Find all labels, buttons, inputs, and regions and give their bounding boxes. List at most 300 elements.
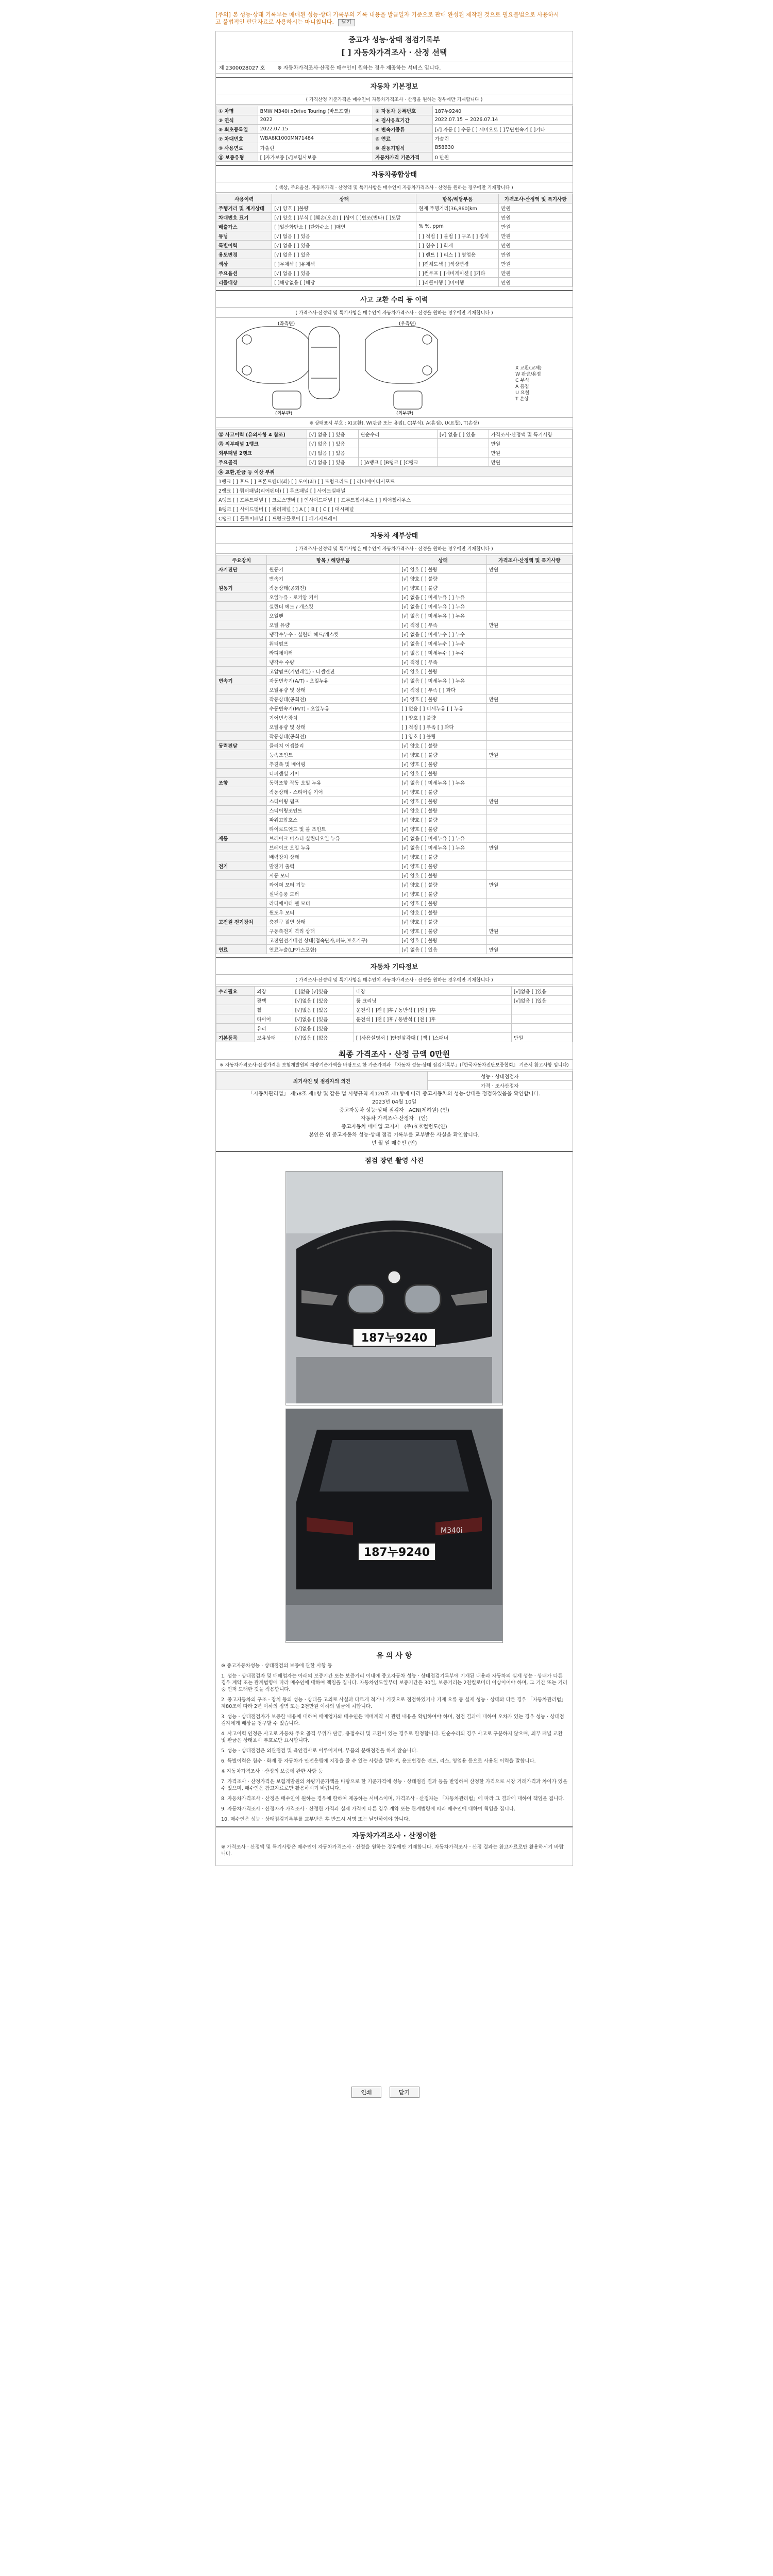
rear-badge: M340i (441, 1527, 463, 1535)
document-number-note: ※ 자동차가격조사·산정은 매수인이 원하는 경우 제공하는 서비스 입니다. (277, 65, 441, 71)
detail-cell: [ ] 양호 [ ] 불량 (399, 732, 486, 741)
detail-cell (486, 574, 572, 583)
legend-item: A 흠집 (515, 384, 529, 389)
detail-cell (486, 676, 572, 685)
detail-cell (216, 722, 267, 732)
detail-cell: 오일누유 - 로커암 커버 (267, 592, 399, 602)
overall-row (216, 259, 573, 268)
print-button[interactable]: 인쇄 (351, 2087, 381, 2098)
detail-row (216, 759, 573, 769)
detail-cell: [√] 없음 [ ] 미세누유 [ ] 누유 (399, 602, 486, 611)
notice-item: 4. 사고이력 인정은 사고로 자동차 주요 골격 부위가 판금, 용접수리 및 교환이 있는 경우로 한정합니다. 단순수리의 경우 사고로 구분하지 않으며, 외부 패널 교환 및 판금은 상태표시 부호로만 표시합니다. (221, 1731, 563, 1743)
detail-cell (216, 750, 267, 759)
other-info-cell: 운전석 [ ]전 [ ]후 / 동반석 [ ]전 [ ]후 (354, 1005, 511, 1014)
detail-row (216, 769, 573, 778)
detail-row (216, 815, 573, 824)
accident-cell (358, 448, 437, 457)
basic-info-cell: ① 차명 (216, 106, 258, 115)
detail-header: 가격조사·산정액 및 특기사항 (486, 555, 572, 565)
detail-row (216, 694, 573, 704)
detail-cell: [√] 없음 [ ] 미세누유 [ ] 누유 (399, 778, 486, 787)
detail-cell (486, 685, 572, 694)
detail-cell (486, 889, 572, 899)
detail-cell: [√] 적정 [ ] 부족 (399, 620, 486, 630)
detail-cell (486, 592, 572, 602)
overall-cell: [ ]일산화탄소 [ ]탄화수소 [ ]매연 (272, 222, 416, 231)
notice-item: 9. 자동차가격조사 · 산정자가 가격조사 · 산정한 가격과 실제 가격이 다른 경우 계약 또는 관계법령에 따라 매수인에 대하여 책임을 집니다. (221, 1806, 516, 1812)
detail-cell (216, 759, 267, 769)
basic-info-cell: 2022 (258, 115, 373, 125)
detail-cell (486, 834, 572, 843)
detail-row (216, 936, 573, 945)
detail-cell: 작동상태(공회전) (267, 732, 399, 741)
other-heading: 자동차 기타정보 (216, 957, 573, 974)
notice-item: 1. 성능 · 상태점검자 및 매매업자는 아래의 보증기간 또는 보증거리 이내에 중고자동차 성능 · 상태점검기록부에 기재된 내용과 자동차의 실제 성능 · 상태가 다른 경우 계약 또는 관계법령에 따라 매수인에 대하여 책임을 집니다. 자동차인도일부터 보증기간은 30일, 보증거리는 2천킬로미터 이상이어야 하며, 그 기간 또는 거리 중 먼저 도래한 것을 적용합니다. (221, 1673, 567, 1692)
detail-cell (486, 759, 572, 769)
detail-cell (486, 917, 572, 926)
overall-cell: [ ]썬루프 [ ]네비게이션 [ ]기타 (416, 268, 499, 278)
top-notice (215, 11, 561, 26)
notice-heading: 유 의 사 항 (376, 1652, 412, 1660)
detail-cell: [√] 양호 [ ] 불량 (399, 880, 486, 889)
detail-cell (486, 657, 572, 667)
other-info-cell: [√]없음 [ ]있음 (511, 996, 572, 1005)
outer-panel-rank2: 2랭크 [ ] 쿼터패널(리어펜더) [ ] 루프패널 [ ] 사이드실패널 (216, 486, 573, 495)
overall-table (216, 194, 573, 287)
detail-cell (486, 806, 572, 815)
detail-row (216, 713, 573, 722)
detail-cell (486, 648, 572, 657)
repair-parts-table (216, 467, 573, 523)
legend-item: U 요철 (515, 391, 530, 396)
repair-parts-heading: ⑭ 교환,판금 등 이상 부위 (216, 467, 573, 477)
overall-cell: 용도변경 (216, 250, 272, 259)
overall-row (216, 268, 573, 278)
detail-cell: 만원 (486, 694, 572, 704)
car-front-image (286, 1172, 502, 1403)
overall-cell: 만원 (499, 204, 573, 213)
detail-cell: [ ] 적정 [ ] 부족 [ ] 과다 (399, 722, 486, 732)
detail-cell: 등속조인트 (267, 750, 399, 759)
other-info-cell (354, 1024, 511, 1033)
overall-cell: 리콜대상 (216, 278, 272, 287)
detail-row (216, 889, 573, 899)
other-info-cell: 룸 크리닝 (354, 996, 511, 1005)
detail-cell: 디퍼렌셜 기어 (267, 769, 399, 778)
overall-cell: 특별이력 (216, 241, 272, 250)
detail-cell: 원동기 (216, 583, 267, 592)
detail-cell: 동력조향 작동 오일 누유 (267, 778, 399, 787)
detail-cell: [√] 양호 [ ] 불량 (399, 861, 486, 871)
other-info-row (216, 1033, 573, 1042)
other-info-cell: 보유상태 (255, 1033, 293, 1042)
detail-cell: [√] 양호 [ ] 불량 (399, 741, 486, 750)
overall-cell: [ ]무채색 [ ]유채색 (272, 259, 416, 268)
detail-row (216, 926, 573, 936)
detail-row (216, 861, 573, 871)
detail-cell (216, 602, 267, 611)
detail-cell (216, 639, 267, 648)
detail-cell: [√] 양호 [ ] 불량 (399, 871, 486, 880)
document-title: 중고자 성능·상태 점검기록부 (348, 36, 440, 44)
notice-item: 10. 매수인은 성능 · 상태점검기록부를 교부받은 후 반드시 서명 또는 날인하여야 합니다. (221, 1817, 410, 1822)
detail-cell: 변속기 (216, 676, 267, 685)
detail-cell: [√] 없음 [ ] 미세누수 [ ] 누수 (399, 630, 486, 639)
accident-note: ( 가격조사·산정액 및 특기사항은 매수인이 자동차가격조사 · 산정을 원하는 경우에만 기재합니다 ) (216, 307, 573, 318)
basic-info-row (216, 106, 573, 115)
other-info-cell (216, 1024, 255, 1033)
detail-cell: 고전원 전기장치 (216, 917, 267, 926)
accident-cell: [√] 없음 [ ] 있음 (307, 448, 358, 457)
detail-cell: 만원 (486, 843, 572, 852)
detail-cell (216, 880, 267, 889)
outer-panel-rank1: 1랭크 [ ] 후드 [ ] 프론트펜더(좌) [ ] 도어(좌) [ ] 트렁크리드 [ ] 라디에이터서포트 (216, 477, 573, 486)
basic-info-cell: [ ]자가보증 [√]보험사보증 (258, 152, 373, 162)
detail-row (216, 602, 573, 611)
detail-cell (216, 796, 267, 806)
detail-row (216, 834, 573, 843)
detail-cell (216, 806, 267, 815)
accident-cell: [ ]A랭크 [ ]B랭크 [ ]C랭크 (358, 457, 437, 467)
overall-cell: [√] 없음 [ ] 있음 (272, 250, 416, 259)
notice-list (216, 1663, 573, 1823)
detail-cell (486, 861, 572, 871)
detail-cell: 고전원전기배선 상태(접속단자,피복,보호기구) (267, 936, 399, 945)
detail-cell (216, 732, 267, 741)
detail-cell: 만원 (486, 750, 572, 759)
inspection-document (215, 31, 573, 1866)
detail-cell: 윈도우 모터 (267, 908, 399, 917)
overall-cell (416, 213, 499, 222)
other-info-cell: 만원 (511, 1033, 572, 1042)
detail-cell: [√] 없음 [ ] 미세누유 [ ] 누유 (399, 834, 486, 843)
detail-row (216, 750, 573, 759)
overall-cell: 만원 (499, 259, 573, 268)
other-info-cell: [√]없음 [ ]있음 (293, 996, 354, 1005)
detail-cell (486, 611, 572, 620)
detail-cell (486, 936, 572, 945)
overall-cell: 주요옵션 (216, 268, 272, 278)
document-number: 제 2300028027 호 (219, 65, 265, 71)
diagram-right-label: (우측면) (399, 321, 416, 327)
overall-row (216, 204, 573, 213)
detail-cell: [√] 양호 [ ] 불량 (399, 926, 486, 936)
overall-cell: [ ] 렌트 [ ] 리스 [ ] 영업용 (416, 250, 499, 259)
detail-cell: [√] 없음 [ ] 있음 (399, 945, 486, 954)
top-notice-text: [주의] 본 성능·상태 기록부는 매매된 성능·상태 기록부의 기록 내용을 발급일자 기준으로 판매 완성된 제작된 것으로 필요불법으로 사용하시고 불법적인 판단자료로 사용하시는 마니칩니다. (215, 11, 559, 25)
basic-info-cell: ② 자동차 등록번호 (373, 106, 432, 115)
detail-cell (486, 899, 572, 908)
detail-cell (216, 899, 267, 908)
signer-dealer-value: (주)효호컬럼도(인) (404, 1124, 447, 1130)
rear-photo (285, 1409, 503, 1643)
basic-info-note: ( 가격산정 기준가격은 매수인이 자동차가격조사 · 산정을 원하는 경우에만 기재합니다 ) (216, 94, 573, 105)
front-photo (285, 1171, 503, 1405)
other-info-cell: [√]없음 [ ]있음 (511, 987, 572, 996)
other-table (216, 986, 573, 1042)
detail-cell: [√] 양호 [ ] 불량 (399, 759, 486, 769)
diagram-left-rear-label: (외부판) (275, 411, 293, 416)
frame-rank-b: B랭크 [ ] 사이드멤버 [ ] 필러패널 [ ] A [ ] B [ ] C [ ] 대시패널 (216, 504, 573, 514)
overall-section (216, 165, 573, 287)
detail-cell: 냉각수 수량 (267, 657, 399, 667)
overall-header: 사용이력 (216, 194, 272, 204)
detail-cell: [√] 양호 [ ] 불량 (399, 574, 486, 583)
notice-item: ※ 자동차가격조사 · 산정의 보증에 관한 사항 등 (221, 1769, 323, 1774)
legend-item: T 손상 (515, 397, 529, 402)
detail-cell: 만원 (486, 565, 572, 574)
detail-cell: [√] 없음 [ ] 미세누유 [ ] 누유 (399, 843, 486, 852)
notice-item: 6. 특별이력은 침수 · 화재 등 자동차가 안전운행에 지장을 줄 수 있는 사항을 말하며, 용도변경은 렌트, 리스, 영업용 등으로 사용된 이력을 말합니다. (221, 1758, 536, 1764)
detail-cell: [√] 양호 [ ] 불량 (399, 815, 486, 824)
detail-cell: 전기 (216, 861, 267, 871)
overall-cell: 만원 (499, 278, 573, 287)
diagram-left-label: (좌측면) (278, 321, 295, 327)
receipt-statement: 본인은 위 중고자동차 성능·상태 점검 기록부를 교부받은 사실을 확인합니다. (309, 1132, 480, 1138)
other-info-cell: 외장 (255, 987, 293, 996)
detail-cell: 조향 (216, 778, 267, 787)
other-info-cell: [ ]없음 [√]있음 (293, 987, 354, 996)
basic-info-cell: 2022.07.15 (258, 125, 373, 134)
detail-cell: [√] 양호 [ ] 불량 (399, 889, 486, 899)
detail-cell (486, 769, 572, 778)
detail-cell: 수동변속기(M/T) - 오일누유 (267, 704, 399, 713)
detail-cell: 연료누출(LP가스포함) (267, 945, 399, 954)
accident-row (216, 448, 573, 457)
detail-cell: [√] 양호 [ ] 불량 (399, 824, 486, 834)
other-info-row (216, 1024, 573, 1033)
detail-cell: 라디에이터 (267, 648, 399, 657)
opinion-appraiser: 가격 · 조사산정자 (427, 1081, 572, 1090)
detail-cell: 발전기 출력 (267, 861, 399, 871)
overall-cell: 현재 주행거리[36,860]km (416, 204, 499, 213)
basic-info-cell: ⑪ 보증유형 (216, 152, 258, 162)
detail-cell (486, 704, 572, 713)
basic-info-cell: 자동차가격 기준가격 (373, 152, 432, 162)
accident-cell: 외부패널 2랭크 (216, 448, 307, 457)
detail-cell: 실린더 헤드 / 개스킷 (267, 602, 399, 611)
detail-cell: 만원 (486, 945, 572, 954)
detail-cell (216, 685, 267, 694)
detail-row (216, 917, 573, 926)
other-info-cell: 유리 (255, 1024, 293, 1033)
detail-cell: [√] 적정 [ ] 부족 (399, 657, 486, 667)
detail-row (216, 574, 573, 583)
detail-row (216, 630, 573, 639)
detail-cell: 추진축 및 베어링 (267, 759, 399, 769)
other-info-cell: 기본품목 (216, 1033, 255, 1042)
detail-cell (486, 602, 572, 611)
overall-cell: [√] 양호 [ ]불량 (272, 204, 416, 213)
basic-info-cell: BMW M340i xDrive Touring (바트프렐) (258, 106, 373, 115)
basic-info-table (216, 106, 573, 162)
other-info-cell (511, 1024, 572, 1033)
accident-cell: 만원 (489, 457, 572, 467)
front-plate-number: 187누9240 (361, 1332, 428, 1345)
accident-cell: [√] 없음 [ ] 있음 (437, 430, 489, 439)
detail-cell (216, 694, 267, 704)
accident-cell: [√] 없음 [ ] 있음 (307, 457, 358, 467)
legend-item: C 부식 (515, 378, 529, 383)
car-diagram (216, 319, 573, 417)
detail-cell: [ ] 없음 [ ] 미세누유 [ ] 누유 (399, 704, 486, 713)
overall-cell: [ ] 침수 [ ] 화재 (416, 241, 499, 250)
detail-row (216, 667, 573, 676)
detail-row (216, 852, 573, 861)
overall-header: 항목/해당부품 (416, 194, 499, 204)
other-info-cell (216, 1014, 255, 1024)
car-rear-image (286, 1409, 502, 1641)
detail-row (216, 732, 573, 741)
document-meta (216, 61, 573, 74)
detail-cell: 오일팬 (267, 611, 399, 620)
receipt-signature: 년 월 일 매수인 (인) (371, 1141, 417, 1146)
detail-cell (486, 722, 572, 732)
other-info-cell (511, 1005, 572, 1014)
footer-text: ※ 가격조사 · 산정액 및 특기사항은 매수인이 자동차가격조사 · 산정을 원하는 경우에만 기재합니다. 자동차가격조사 · 산정 결과는 참고자료로만 활용하시기 바랍니다. (221, 1844, 564, 1857)
close-button[interactable]: 닫기 (390, 2087, 419, 2098)
accident-cell: ⑫ 사고이력 (유의사항 4 참조) (216, 430, 307, 439)
basic-info-row (216, 152, 573, 162)
detail-cell (486, 741, 572, 750)
detail-cell: [√] 양호 [ ] 불량 (399, 667, 486, 676)
accident-section (216, 290, 573, 523)
detail-cell: 스티어링조인트 (267, 806, 399, 815)
basic-info-row (216, 125, 573, 134)
detail-cell (486, 815, 572, 824)
detail-cell: [√] 양호 [ ] 불량 (399, 583, 486, 592)
detail-cell: 배력장치 상태 (267, 852, 399, 861)
detail-cell: 만원 (486, 926, 572, 936)
other-info-cell (216, 996, 255, 1005)
detail-cell: [√] 없음 [ ] 미세누유 [ ] 누유 (399, 592, 486, 602)
detail-cell: [√] 양호 [ ] 불량 (399, 750, 486, 759)
basic-info-cell: 2022.07.15 ~ 2026.07.14 (432, 115, 572, 125)
basic-info-cell: WBA8K1000MN71484 (258, 134, 373, 143)
overall-cell: % %, ppm (416, 222, 499, 231)
overall-cell: 만원 (499, 268, 573, 278)
signer-appraiser-value: (인) (418, 1116, 428, 1122)
detail-cell: 충전구 절연 상태 (267, 917, 399, 926)
overall-header-row (216, 194, 573, 204)
other-info-row (216, 996, 573, 1005)
other-info-cell: [√]있음 [ ]없음 (293, 1033, 354, 1042)
detail-cell (216, 611, 267, 620)
accident-cell: 만원 (489, 448, 572, 457)
overall-cell: [ ]리콜이행 [ ]미이행 (416, 278, 499, 287)
basic-info-cell: B58B30 (432, 143, 572, 152)
detail-note: ( 가격조사·산정액 및 특기사항은 매수인이 자동차가격조사 · 산정을 원하는 경우에만 기재합니다 ) (216, 543, 573, 554)
basic-info-cell: ③ 연식 (216, 115, 258, 125)
detail-cell: [√] 양호 [ ] 불량 (399, 899, 486, 908)
detail-cell (216, 667, 267, 676)
detail-cell: 브레이크 마스터 실린더오일 누유 (267, 834, 399, 843)
detail-header: 항목 / 해당부품 (267, 555, 399, 565)
detail-cell: 오일 유량 (267, 620, 399, 630)
detail-cell: 파워고압호스 (267, 815, 399, 824)
detail-cell: [√] 양호 [ ] 불량 (399, 565, 486, 574)
overall-cell: 주행거리 및 계기상태 (216, 204, 272, 213)
overall-cell: [√] 없음 [ ] 있음 (272, 268, 416, 278)
detail-row (216, 611, 573, 620)
detail-row (216, 685, 573, 694)
detail-cell (216, 926, 267, 936)
detail-header: 주요장치 (216, 555, 267, 565)
detail-section (216, 526, 573, 954)
signer-inspector-value: ACN(제하원) (인) (409, 1108, 449, 1113)
detail-row (216, 583, 573, 592)
diagram-legend (515, 365, 542, 402)
detail-cell: [√] 양호 [ ] 불량 (399, 852, 486, 861)
overall-row (216, 241, 573, 250)
overall-heading: 자동차종합상태 (216, 165, 573, 182)
detail-cell (216, 704, 267, 713)
accident-table (216, 429, 573, 467)
legend-item: W 판금/용접 (515, 372, 541, 377)
notice-item: 8. 자동차가격조사 · 산정은 매수인이 원하는 경우에 한하여 제공하는 서비스이며, 가격조사 · 산정자는 「자동차관리법」에 따라 그 결과에 대하여 책임을 집니다. (221, 1796, 565, 1802)
other-info-cell: 광택 (255, 996, 293, 1005)
basic-info-row (216, 143, 573, 152)
basic-info-row (216, 134, 573, 143)
detail-row (216, 843, 573, 852)
detail-cell (216, 648, 267, 657)
detail-cell (486, 824, 572, 834)
footer-heading: 자동차가격조사 · 산정이한 (216, 1826, 573, 1844)
detail-cell: 기어변속장치 (267, 713, 399, 722)
other-info-row (216, 1014, 573, 1024)
action-buttons (348, 2087, 423, 2098)
overall-cell: [ ]전체도색 [ ]색상변경 (416, 259, 499, 268)
frame-rank-c: C랭크 [ ] 플로어패널 [ ] 트렁크플로어 [ ] 패키지트레이 (216, 514, 573, 523)
detail-cell: [√] 없음 [ ] 미세누수 [ ] 누수 (399, 648, 486, 657)
detail-row (216, 676, 573, 685)
detail-row (216, 639, 573, 648)
detail-cell: [√] 양호 [ ] 불량 (399, 769, 486, 778)
basic-info-cell: 187누9240 (432, 106, 572, 115)
detail-row (216, 796, 573, 806)
overall-header: 상태 (272, 194, 416, 204)
overall-cell: 만원 (499, 213, 573, 222)
rear-plate-number: 187누9240 (363, 1546, 430, 1559)
overall-row (216, 213, 573, 222)
basic-info-row (216, 115, 573, 125)
accident-row (216, 430, 573, 439)
detail-cell (216, 713, 267, 722)
detail-row (216, 741, 573, 750)
detail-cell (216, 657, 267, 667)
other-info-cell: 타이어 (255, 1014, 293, 1024)
detail-cell: 냉각수누수 - 실린더 헤드/개스킷 (267, 630, 399, 639)
opinion-label: 최기사진 및 점검자의 의견 (216, 1072, 428, 1090)
detail-cell (216, 852, 267, 861)
basic-info-section (216, 77, 573, 162)
detail-cell (486, 583, 572, 592)
detail-cell: 라디에이터 팬 모터 (267, 899, 399, 908)
overall-cell: [√] 양호 [ ]부식 [ ]훼손(오손) [ ]상이 [ ]변조(변타) [ ]도말 (272, 213, 416, 222)
accident-cell: 가격조사·산정액 및 특기사항 (489, 430, 572, 439)
legend-item: X 교환(교체) (515, 366, 542, 371)
detail-cell: [√] 없음 [ ] 미세누유 [ ] 누유 (399, 676, 486, 685)
detail-cell (216, 630, 267, 639)
overall-row (216, 250, 573, 259)
basic-info-cell: ⑧ 연료 (373, 134, 432, 143)
detail-cell: 작동상태 - 스티어링 기어 (267, 787, 399, 796)
top-notice-close-button[interactable]: 닫기 (338, 19, 355, 26)
detail-row (216, 722, 573, 732)
detail-cell: 구동축전지 격리 상태 (267, 926, 399, 936)
other-info-cell: 수리필요 (216, 987, 255, 996)
signer-appraiser-label: 자동차 가격조사·산정자 (361, 1116, 414, 1122)
